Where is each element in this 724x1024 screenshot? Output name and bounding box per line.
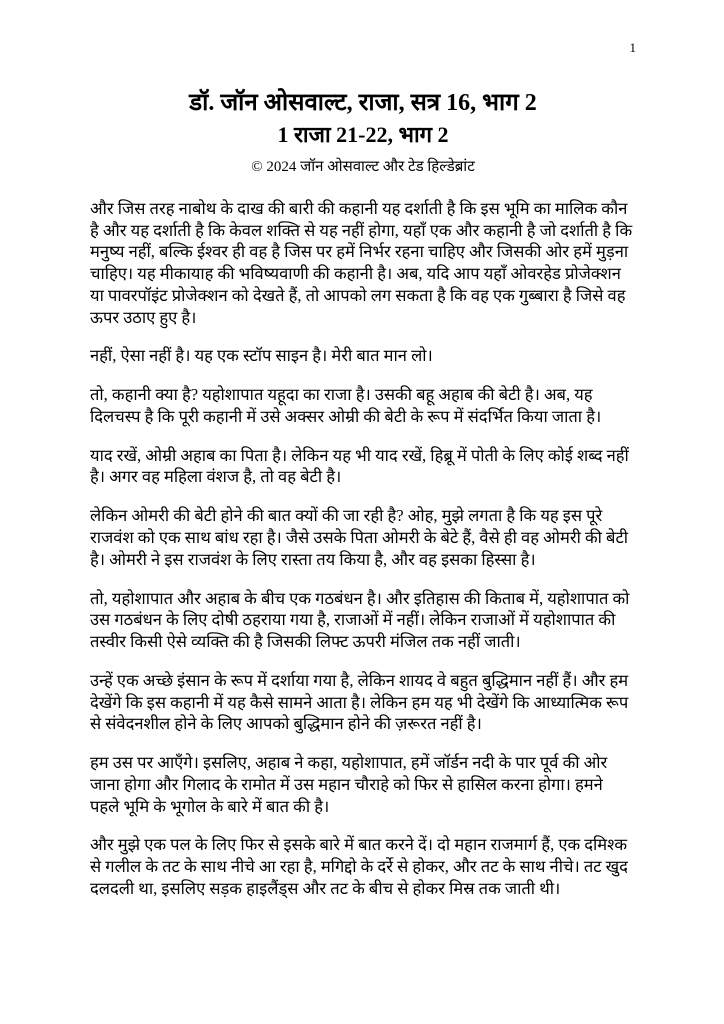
paragraph: और जिस तरह नाबोथ के दाख की बारी की कहानी यह दर्शाती है कि इस भूमि का मालिक कौन है और यह दर्शाती है कि केवल शक्ति से यह नहीं होगा, यहाँ एक और कहानी है जो दर्शाती है कि मनुष्य नहीं, बल्कि ईश्वर ही वह है जिस पर हमें निर्भर रहना चाहिए और जिसकी ओर हमें मुड़ना चाहिए। यह मीकायाह की भविष्यवाणी की कहानी है। अब, यदि आप यहाँ ओवरहेड प्रोजेक्शन या पावरपॉइंट प्रोजेक्शन को देखते हैं, तो आपको लग सकता है कि वह एक गुब्बारा है जिसे वह ऊपर उठाए हुए है। xyxy=(90,198,633,327)
paragraph: तो, कहानी क्या है? यहोशापात यहूदा का राजा है। उसकी बहू अहाब की बेटी है। अब, यह दिलचस्प है कि पूरी कहानी में उसे अक्सर ओम्री की बेटी के रूप में संदर्भित किया जाता है। xyxy=(90,385,602,426)
paragraph: उन्हें एक अच्छे इंसान के रूप में दर्शाया गया है, लेकिन शायद वे बहुत बुद्धिमान नहीं हैं। और हम देखेंगे कि इस कहानी में यह कैसे सामने आता है। लेकिन हम यह भी देखेंगे कि आध्यात्मिक रूप से संवेदनशील होने के लिए आपको बुद्धिमान होने की ज़रूरत नहीं है। xyxy=(90,670,629,734)
paragraph: और मुझे एक पल के लिए फिर से इसके बारे में बात करने दें। दो महान राजमार्ग हैं, एक दमिश्क से गलील के तट के साथ नीचे आ रहा है, मगिद्दो के दर्रे से होकर, और तट के साथ नीचे। तट खुद दलदली था, इसलिए सड़क हाइलैंड्स और तट के बीच से होकर मिस्र तक जाती थी। xyxy=(90,835,628,898)
paragraph: याद रखें, ओम्री अहाब का पिता है। लेकिन यह भी याद रखें, हिब्रू में पोती के लिए कोई शब्द नहीं है। अगर वह महिला वंशज है, तो वह बेटी है। xyxy=(90,445,629,487)
body-text xyxy=(90,198,636,900)
copyright-line: © 2024 जॉन ओसवाल्ट और टेड हिल्डेब्रांट xyxy=(251,158,475,175)
paragraph: तो, यहोशापात और अहाब के बीच एक गठबंधन है। और इतिहास की किताब में, यहोशापात को उस गठबंधन के लिए दोषी ठहराया गया है, राजाओं में नहीं। लेकिन राजाओं में यहोशापात की तस्वीर किसी ऐसे व्यक्ति की है जिसकी लिफ्ट ऊपरी मंजिल तक नहीं जाती। xyxy=(90,588,630,652)
document-content xyxy=(90,88,636,917)
document-title: डॉ. जॉन ओसवाल्ट, राजा, सत्र 16, भाग 2 xyxy=(189,90,537,116)
paragraph: हम उस पर आएँगे। इसलिए, अहाब ने कहा, यहोशापात, हमें जॉर्डन नदी के पार पूर्व की ओर जाना होगा और गिलाद के रामोत में उस महान चौराहे को फिर से हासिल करना होगा। हमने पहले भूमि के भूगोल के बारे में बात की है। xyxy=(90,753,608,816)
paragraph: नहीं, ऐसा नहीं है। यह एक स्टॉप साइन है। मेरी बात मान लो। xyxy=(90,346,433,366)
document-subtitle: 1 राजा 21-22, भाग 2 xyxy=(277,122,449,148)
paragraph: लेकिन ओमरी की बेटी होने की बात क्यों की जा रही है? ओह, मुझे लगता है कि यह इस पूरे राजवंश को एक साथ बांध रहा है। जैसे उसके पिता ओमरी के बेटे हैं, वैसे ही वह ओमरी की बेटी है। ओमरी ने इस राजवंश के लिए रास्ता तय किया है, और वह इसका हिस्सा है। xyxy=(90,506,629,569)
page-number: 1 xyxy=(629,40,636,55)
